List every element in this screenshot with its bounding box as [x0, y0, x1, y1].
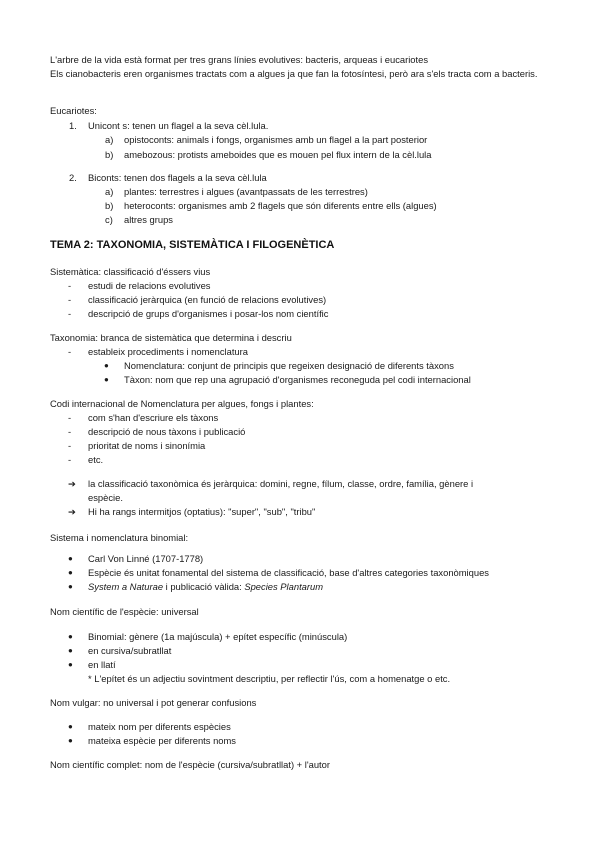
dash-bullet: -	[68, 412, 72, 423]
arrow-item: Hi ha rangs intermitjos (optatius): "super", "sub", "tribu"	[88, 506, 316, 517]
arrow-item-continued: espècie.	[88, 492, 123, 503]
section-title-nom-vulgar: Nom vulgar: no universal i pot generar confusions	[50, 697, 257, 708]
section-title-taxonomia: Taxonomia: branca de sistemàtica que determina i descriu	[50, 332, 292, 343]
list-number: 2.	[69, 172, 77, 183]
list-item: classificació jeràrquica (en funció de relacions evolutives)	[88, 294, 327, 305]
section-title-nom-cientific: Nom científic de l'espècie: universal	[50, 606, 199, 617]
bullet-icon: ●	[68, 568, 73, 577]
sub-item: plantes: terrestres i algues (avantpassats de les terrestres)	[124, 186, 368, 197]
bullet-icon: ●	[104, 375, 109, 384]
bullet-icon: ●	[68, 660, 73, 669]
intro-line-2: Els cianobacteris eren organismes tractats com a algues ja que fan la fotosíntesi, però ara s'els tracta com a bacteris.	[50, 68, 538, 79]
list-item: mateix nom per diferents espècies	[88, 721, 231, 732]
list-item: Carl Von Linné (1707-1778)	[88, 553, 204, 564]
list-item: descripció de grups d'organismes i posar-los nom científic	[88, 308, 329, 319]
sub-item: amebozous: protists ameboides que es mouen pel flux intern de la cèl.lula	[124, 149, 432, 160]
bullet-icon: ●	[68, 554, 73, 563]
sub-item: Tàxon: nom que rep una agrupació d'organismes reconeguda pel codi internacional	[124, 374, 471, 385]
list-item: mateixa espècie per diferents noms	[88, 735, 236, 746]
bullet-icon: ●	[68, 646, 73, 655]
arrow-item: la classificació taxonòmica és jeràrquica: domini, regne, fílum, classe, ordre, família, gènere i	[88, 478, 474, 489]
section-title-nom-complet: Nom científic complet: nom de l'espècie (cursiva/subratllat) + l'autor	[50, 759, 330, 770]
sub-letter: a)	[105, 134, 114, 145]
list-item-text: i publicació vàlida:	[163, 581, 245, 592]
list-number: 1.	[69, 120, 77, 131]
section-title-codi: Codi internacional de Nomenclatura per algues, fongs i plantes:	[50, 398, 314, 409]
list-item: prioritat de noms i sinonímia	[88, 440, 206, 451]
dash-bullet: -	[68, 346, 72, 357]
dash-bullet: -	[68, 426, 72, 437]
sub-item: altres grups	[124, 214, 173, 225]
bullet-icon: ●	[68, 632, 73, 641]
bullet-icon: ●	[68, 736, 73, 745]
section-title-binomial: Sistema i nomenclatura binomial:	[50, 532, 189, 543]
list-item: estudi de relacions evolutives	[88, 280, 211, 291]
list-item: descripció de nous tàxons i publicació	[88, 426, 246, 437]
section-title-eucariotes: Eucariotes:	[50, 105, 97, 116]
intro-line-1: L'arbre de la vida està format per tres grans línies evolutives: bacteris, arqueas i eucariotes	[50, 54, 429, 65]
sub-letter: a)	[105, 186, 114, 197]
sub-item: Nomenclatura: conjunt de principis que regeixen designació de diferents tàxons	[124, 360, 454, 371]
dash-bullet: -	[68, 294, 72, 305]
list-item-bicont: Biconts: tenen dos flagels a la seva cèl.lula	[88, 172, 267, 183]
section-title-sistematica: Sistemàtica: classificació d'éssers vius	[50, 266, 211, 277]
list-item: en cursiva/subratllat	[88, 645, 172, 656]
dash-bullet: -	[68, 280, 72, 291]
list-item: Binomial: gènere (1a majúscula) + epítet específic (minúscula)	[88, 631, 348, 642]
list-item-unicont: Unicont s: tenen un flagel a la seva cèl.lula.	[88, 120, 269, 131]
list-item: Espècie és unitat fonamental del sistema de classificació, base d'altres categories taxonòmiques	[88, 567, 489, 578]
sub-item: heteroconts: organismes amb 2 flagels que són diferents entre ells (algues)	[124, 200, 437, 211]
bullet-icon: ●	[104, 361, 109, 370]
dash-bullet: -	[68, 440, 72, 451]
list-item: en llatí	[88, 659, 116, 670]
bullet-icon: ●	[68, 582, 73, 591]
footnote: * L'epítet és un adjectiu sovintment descriptiu, per reflectir l'ús, com a homenatge o etc.	[88, 673, 451, 684]
dash-bullet: -	[68, 308, 72, 319]
book-title-species: Species Plantarum	[244, 581, 324, 592]
sub-item: opistoconts: animals i fongs, organismes amb un flagel a la part posterior	[124, 134, 428, 145]
book-title-systema: System a Naturae	[88, 581, 164, 592]
sub-letter: c)	[105, 214, 113, 225]
sub-letter: b)	[105, 200, 114, 211]
arrow-icon: ➔	[68, 506, 76, 517]
list-item: com s'han d'escriure els tàxons	[88, 412, 219, 423]
dash-bullet: -	[68, 454, 72, 465]
heading-tema-2: TEMA 2: TAXONOMIA, SISTEMÀTICA I FILOGENÈTICA	[50, 239, 335, 251]
bullet-icon: ●	[68, 722, 73, 731]
arrow-icon: ➔	[68, 478, 76, 489]
list-item-systema	[88, 580, 323, 593]
list-item: etc.	[88, 454, 104, 465]
sub-letter: b)	[105, 149, 114, 160]
list-item: estableix procediments i nomenclatura	[88, 346, 248, 357]
